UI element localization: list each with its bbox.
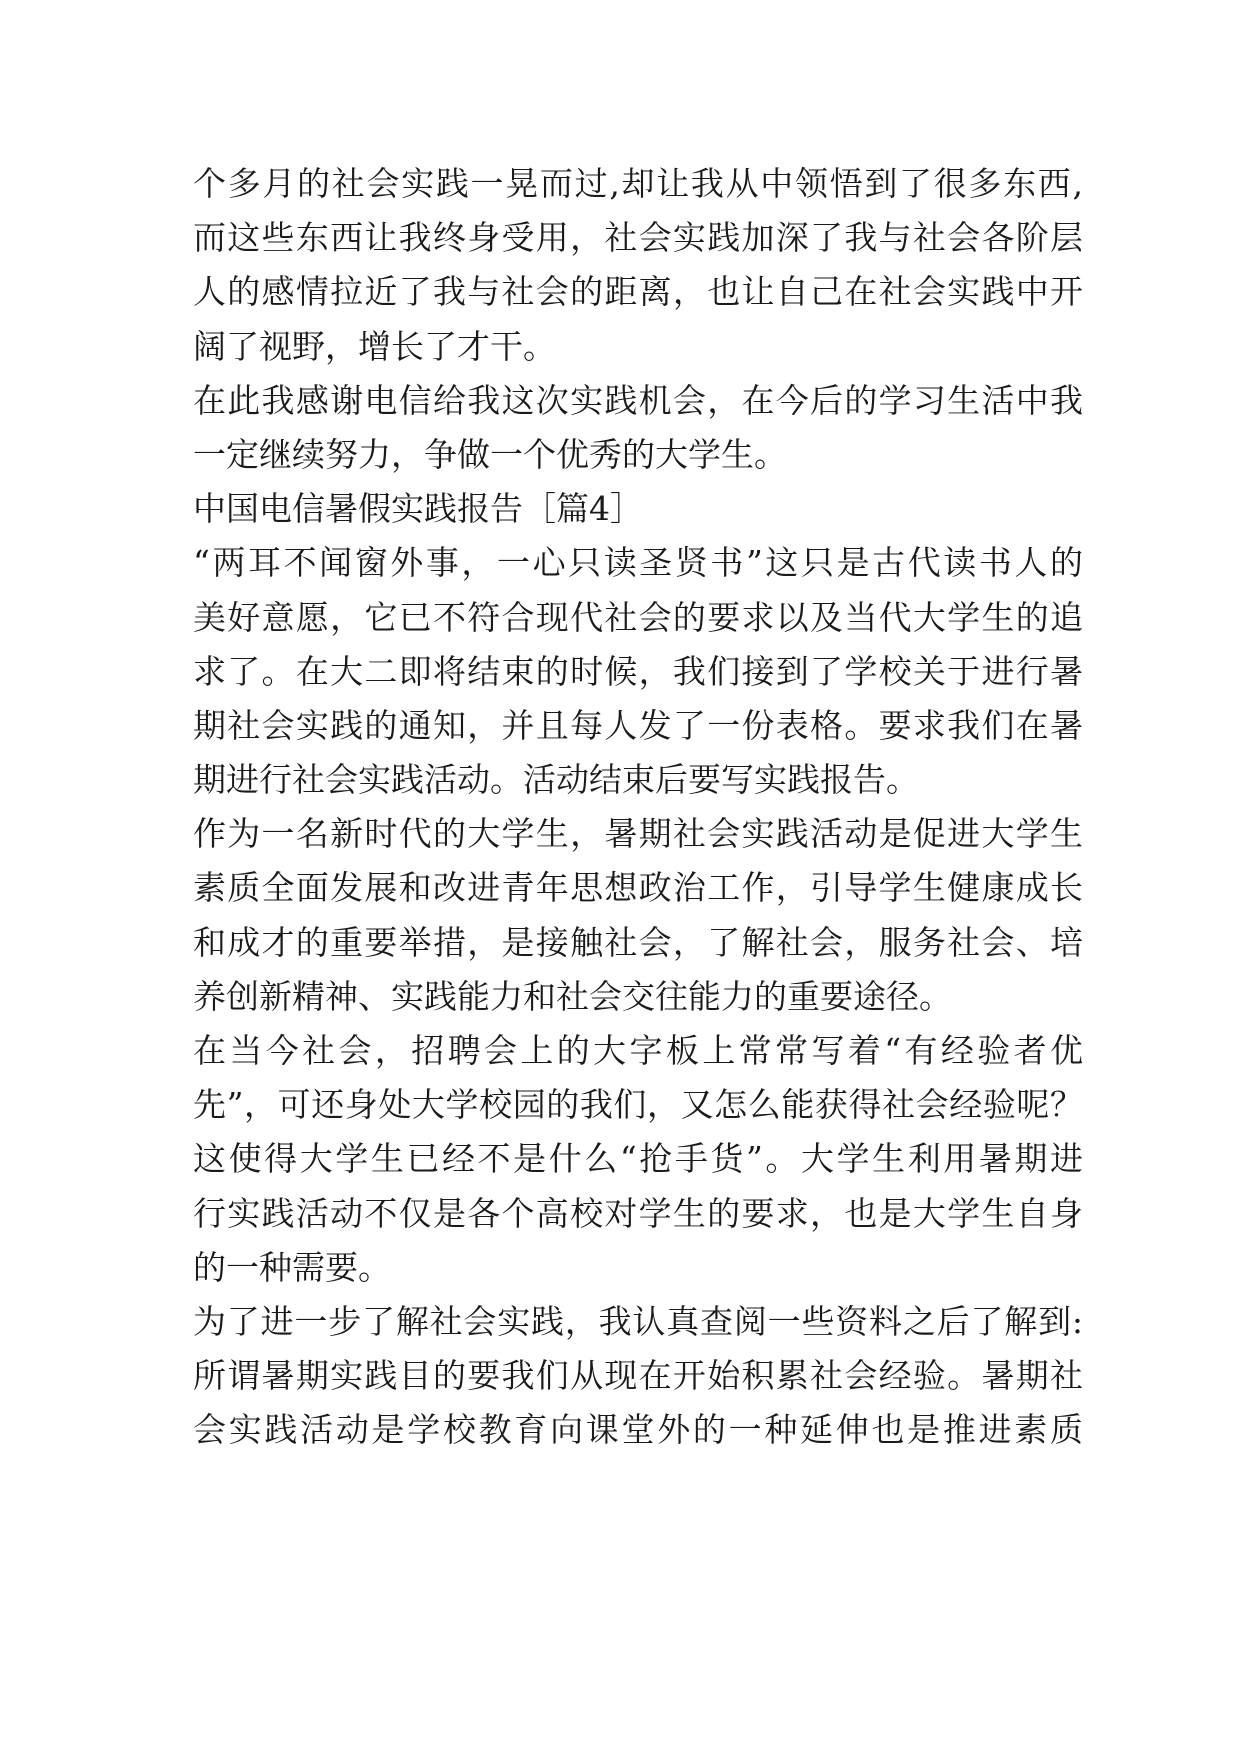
text-line: 期社会实践的通知，并且每人发了一份表格。要求我们在暑	[193, 705, 1083, 745]
text-line: 美好意愿，它已不符合现代社会的要求以及当代大学生的追	[193, 597, 1083, 637]
text-line: 养创新精神、实践能力和社会交往能力的重要途径。	[193, 976, 952, 1016]
text-line: 而这些东西让我终身受用，社会实践加深了我与社会各阶层	[193, 218, 1083, 258]
text-line: 会实践活动是学校教育向课堂外的一种延伸也是推进素质	[193, 1410, 1083, 1450]
text-line: 一定继续努力，争做一个优秀的大学生。	[193, 434, 787, 474]
text-line: 人的感情拉近了我与社会的距离，也让自己在社会实践中开	[193, 272, 1083, 312]
text-line: 先”，可还身处大学校园的我们，又怎么能获得社会经验呢？	[193, 1085, 1083, 1125]
text-line: 在当今社会，招聘会上的大字板上常常写着“有经验者优	[193, 1031, 1083, 1070]
text-line: 行实践活动不仅是各个高校对学生的要求，也是大学生自身	[193, 1193, 1083, 1233]
document-body	[193, 157, 1083, 1458]
section-heading: 中国电信暑假实践报告［篇4］	[193, 489, 643, 529]
text-line: 和成才的重要举措，是接触社会，了解社会，服务社会、培	[193, 922, 1083, 962]
text-line: 为了进一步了解社会实践，我认真查阅一些资料之后了解到:	[193, 1301, 1083, 1341]
text-line: “两耳不闻窗外事，一心只读圣贤书”这只是古代读书人的	[193, 543, 1083, 583]
text-line: 期进行社会实践活动。活动结束后要写实践报告。	[193, 760, 919, 800]
text-line: 作为一名新时代的大学生，暑期社会实践活动是促进大学生	[193, 814, 1083, 854]
text-line: 个多月的社会实践一晃而过,却让我从中领悟到了很多东西,	[193, 164, 1083, 203]
text-line: 求了。在大二即将结束的时候，我们接到了学校关于进行暑	[193, 651, 1083, 691]
text-line: 在此我感谢电信给我这次实践机会，在今后的学习生活中我	[193, 380, 1083, 420]
text-line: 阔了视野，增长了才干。	[193, 326, 556, 366]
text-line: 这使得大学生已经不是什么“抢手货”。大学生利用暑期进	[193, 1139, 1083, 1179]
text-line: 所谓暑期实践目的要我们从现在开始积累社会经验。暑期社	[193, 1356, 1083, 1396]
text-line: 的一种需要。	[193, 1247, 391, 1287]
text-line: 素质全面发展和改进青年思想政治工作，引导学生健康成长	[193, 868, 1083, 908]
